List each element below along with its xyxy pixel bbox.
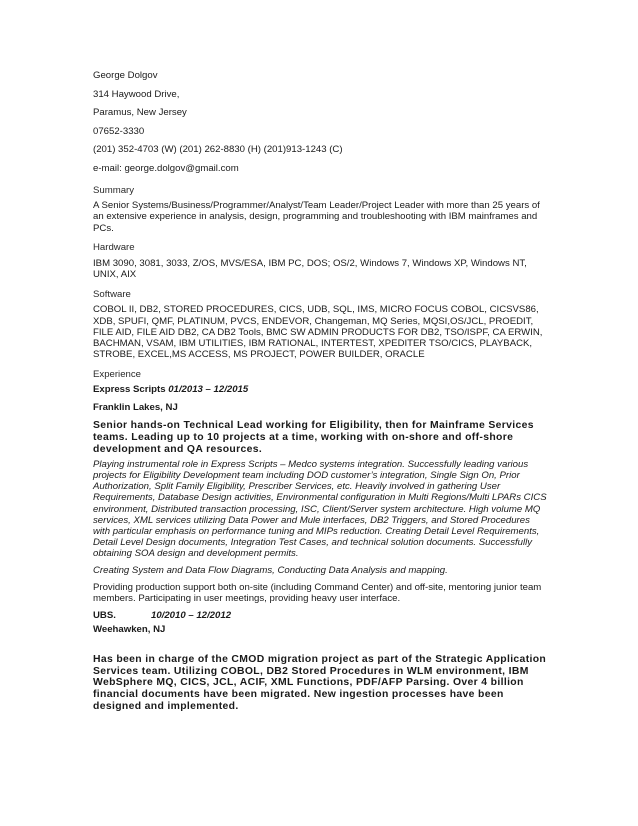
job-1-location: Franklin Lakes, NJ [93, 402, 178, 414]
zip-code: 07652-3330 [93, 125, 145, 137]
job-2-headline: Has been in charge of the CMOD migration project as part of the Strategic Application Services team. Utilizing COBOL, DB2 Stored Procedures in WLM environment, IBM WebSphere MQ, CICS, JCL, ACIF, XML Functions, PDF/AFP Parsing. Over 4 billion financial documents have been migrated. New ingestion processes have been designed and implemented. [93, 653, 547, 712]
hardware-heading: Hardware [93, 242, 135, 254]
phone-numbers: (201) 352-4703 (W) (201) 262-8830 (H) (201)913-1243 (C) [93, 144, 343, 156]
address-line-1: 314 Haywood Drive, [93, 88, 180, 100]
job-express-scripts [93, 384, 548, 604]
job-2-title [93, 610, 548, 622]
email-address: e-mail: george.dolgov@gmail.com [93, 162, 239, 174]
job-2-dates: 10/2010 – 12/2012 [151, 609, 232, 621]
resume-page [93, 70, 548, 716]
job-2-company: UBS. [93, 609, 116, 621]
contact-block [93, 70, 548, 175]
candidate-name: George Dolgov [93, 70, 158, 81]
address-line-2: Paramus, New Jersey [93, 107, 187, 119]
job-1-description: Playing instrumental role in Express Scripts – Medco systems integration. Successfully leading various projects for Eligibility Development team including DOD customer’s integration, Single Sign On, Prior Authorization, Split Family Eligibility, Prescriber Services, etc. Heavily involved in gathering User Requirements, Database Design activities, Environmental configuration in Multi Regions/Multi LPARs CICS environment, Distributed transaction processing, ISC, Client/Server system architecture. High volume MQ services, XML services utilizing Data Power and Mule interfaces, DB2 Triggers, and Stored Procedures with particular emphasis on performance tuning and MIPs reduction. Creating Detail Level Requirements, Detail Level Design documents, Integration Test Cases, and technical solution documents. Successfully obtaining SOA design and development permits. [93, 458, 547, 560]
summary-heading: Summary [93, 184, 135, 196]
hardware-text: IBM 3090, 3081, 3033, Z/OS, MVS/ESA, IBM PC, DOS; OS/2, Windows 7, Windows XP, Windows NT, UNIX, AIX [93, 257, 527, 281]
job-1-title [93, 384, 548, 396]
job-2-location: Weehawken, NJ [93, 623, 166, 635]
job-1-support: Providing production support both on-site (including Command Center) and off-site, mentoring junior team members. Participating in user meetings, providing heavy user interface. [93, 581, 542, 605]
job-1-company: Express Scripts [93, 384, 169, 396]
job-1-diagrams: Creating System and Data Flow Diagrams, Conducting Data Analysis and mapping. [93, 565, 448, 577]
software-heading: Software [93, 288, 131, 300]
software-text: COBOL II, DB2, STORED PROCEDURES, CICS, UDB, SQL, IMS, MICRO FOCUS COBOL, CICSVS86, XDB, SPUFI, QMF, PLATINUM, PVCS, ENDEVOR, Changeman, MQ Series, MQSI,OS/JCL, PROEDIT, FILE AID, FILE AID DB2, CA DB2 Tools, BMC SW ADMIN PRODUCTS FOR DB2, TSO/ISPF, CA ERWIN, BACHMAN, VSAM, IBM UTILITIES, IBM RATIONAL, INTERTEST, XPEDITER TSO/CICS, PLAYBACK, STROBE, EXCEL,MS ACCESS, MS PROJECT, POWER BUILDER, ORACLE [93, 304, 543, 361]
job-1-headline: Senior hands-on Technical Lead working for Eligibility, then for Mainframe Services teams. Leading up to 10 projects at a time, working with on-shore and off-shore development and QA resources. [93, 420, 534, 456]
job-1-dates: 01/2013 – 12/2015 [168, 384, 249, 396]
experience-heading: Experience [93, 368, 141, 380]
job-ubs [93, 610, 548, 713]
summary-text: A Senior Systems/Business/Programmer/Analyst/Team Leader/Project Leader with more than 25 years of an extensive experience in analysis, design, programming and troubleshooting with IBM mainframes and PCs. [93, 200, 540, 234]
